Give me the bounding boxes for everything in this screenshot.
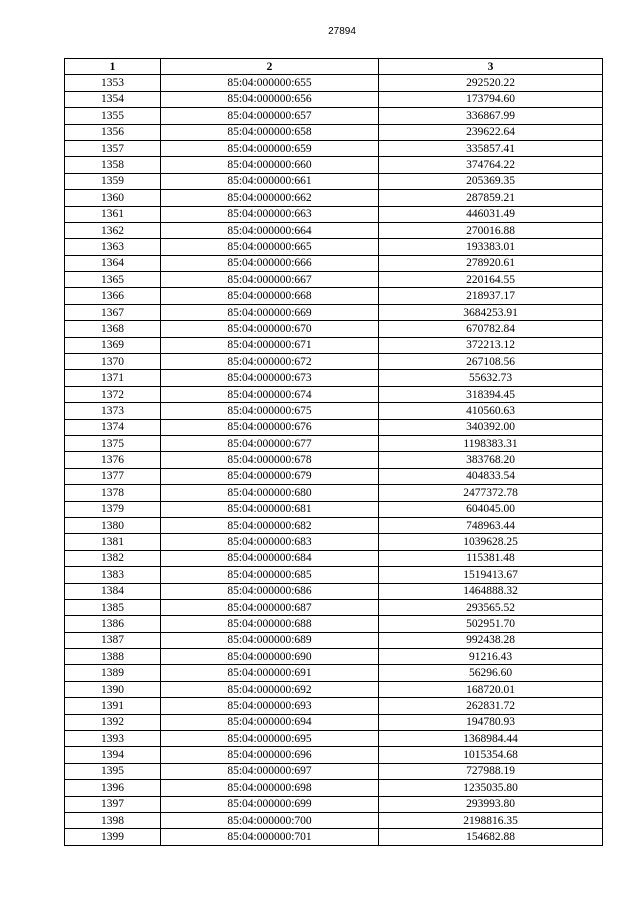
table-row — [65, 812, 603, 828]
value-cell: 446031.49 — [379, 206, 603, 222]
value-cell: 293993.80 — [379, 796, 603, 812]
value-cell: 1198383.31 — [379, 435, 603, 451]
row-number-cell: 1395 — [65, 763, 161, 779]
table-row — [65, 108, 603, 124]
table-row — [65, 517, 603, 533]
table-body — [65, 75, 603, 845]
row-number-cell: 1367 — [65, 304, 161, 320]
value-cell: 154682.88 — [379, 829, 603, 845]
table-row — [65, 599, 603, 615]
cadastral-number-cell: 85:04:000000:658 — [161, 124, 379, 140]
table-row — [65, 698, 603, 714]
row-number-cell: 1369 — [65, 337, 161, 353]
value-cell: 1368984.44 — [379, 731, 603, 747]
table-row — [65, 731, 603, 747]
table-row — [65, 304, 603, 320]
cadastral-number-cell: 85:04:000000:674 — [161, 386, 379, 402]
row-number-cell: 1353 — [65, 75, 161, 91]
table-row — [65, 255, 603, 271]
value-cell: 748963.44 — [379, 517, 603, 533]
row-number-cell: 1398 — [65, 812, 161, 828]
value-cell: 1015354.68 — [379, 747, 603, 763]
row-number-cell: 1389 — [65, 665, 161, 681]
table-row — [65, 157, 603, 173]
table-row — [65, 534, 603, 550]
row-number-cell: 1373 — [65, 403, 161, 419]
cadastral-number-cell: 85:04:000000:661 — [161, 173, 379, 189]
table-row — [65, 206, 603, 222]
cadastral-number-cell: 85:04:000000:687 — [161, 599, 379, 615]
cadastral-number-cell: 85:04:000000:693 — [161, 698, 379, 714]
cadastral-number-cell: 85:04:000000:679 — [161, 468, 379, 484]
table-row — [65, 632, 603, 648]
value-cell: 293565.52 — [379, 599, 603, 615]
row-number-cell: 1377 — [65, 468, 161, 484]
value-cell: 1519413.67 — [379, 567, 603, 583]
row-number-cell: 1361 — [65, 206, 161, 222]
table-row — [65, 403, 603, 419]
cadastral-number-cell: 85:04:000000:675 — [161, 403, 379, 419]
row-number-cell: 1384 — [65, 583, 161, 599]
row-number-cell: 1363 — [65, 239, 161, 255]
row-number-cell: 1381 — [65, 534, 161, 550]
table-row — [65, 649, 603, 665]
table-row — [65, 780, 603, 796]
table-row — [65, 140, 603, 156]
value-cell: 992438.28 — [379, 632, 603, 648]
table-row — [65, 567, 603, 583]
cadastral-number-cell: 85:04:000000:682 — [161, 517, 379, 533]
table-row — [65, 288, 603, 304]
cadastral-number-cell: 85:04:000000:683 — [161, 534, 379, 550]
row-number-cell: 1362 — [65, 222, 161, 238]
value-cell: 91216.43 — [379, 649, 603, 665]
cadastral-number-cell: 85:04:000000:656 — [161, 91, 379, 107]
cadastral-number-cell: 85:04:000000:689 — [161, 632, 379, 648]
cadastral-number-cell: 85:04:000000:663 — [161, 206, 379, 222]
table-row — [65, 714, 603, 730]
cadastral-number-cell: 85:04:000000:694 — [161, 714, 379, 730]
value-cell: 262831.72 — [379, 698, 603, 714]
table-row — [65, 222, 603, 238]
value-cell: 218937.17 — [379, 288, 603, 304]
row-number-cell: 1374 — [65, 419, 161, 435]
row-number-cell: 1366 — [65, 288, 161, 304]
value-cell: 2198816.35 — [379, 812, 603, 828]
cadastral-number-cell: 85:04:000000:673 — [161, 370, 379, 386]
value-cell: 404833.54 — [379, 468, 603, 484]
row-number-cell: 1379 — [65, 501, 161, 517]
row-number-cell: 1388 — [65, 649, 161, 665]
table-row — [65, 75, 603, 91]
table-row — [65, 435, 603, 451]
table-row — [65, 370, 603, 386]
row-number-cell: 1359 — [65, 173, 161, 189]
cadastral-number-cell: 85:04:000000:686 — [161, 583, 379, 599]
cadastral-number-cell: 85:04:000000:669 — [161, 304, 379, 320]
table-row — [65, 616, 603, 632]
table-row — [65, 583, 603, 599]
value-cell: 374764.22 — [379, 157, 603, 173]
cadastral-number-cell: 85:04:000000:670 — [161, 321, 379, 337]
value-cell: 287859.21 — [379, 190, 603, 206]
cadastral-number-cell: 85:04:000000:692 — [161, 681, 379, 697]
row-number-cell: 1356 — [65, 124, 161, 140]
value-cell: 1235035.80 — [379, 780, 603, 796]
value-cell: 604045.00 — [379, 501, 603, 517]
value-cell: 502951.70 — [379, 616, 603, 632]
table-row — [65, 452, 603, 468]
table-row — [65, 173, 603, 189]
column-header-1: 1 — [65, 59, 161, 75]
page-number: 27894 — [328, 26, 356, 37]
value-cell: 220164.55 — [379, 272, 603, 288]
table-row — [65, 239, 603, 255]
row-number-cell: 1383 — [65, 567, 161, 583]
value-cell: 205369.35 — [379, 173, 603, 189]
cadastral-number-cell: 85:04:000000:657 — [161, 108, 379, 124]
row-number-cell: 1386 — [65, 616, 161, 632]
table-row — [65, 321, 603, 337]
cadastral-number-cell: 85:04:000000:690 — [161, 649, 379, 665]
row-number-cell: 1385 — [65, 599, 161, 615]
table-row — [65, 337, 603, 353]
row-number-cell: 1378 — [65, 485, 161, 501]
value-cell: 3684253.91 — [379, 304, 603, 320]
row-number-cell: 1391 — [65, 698, 161, 714]
cadastral-number-cell: 85:04:000000:662 — [161, 190, 379, 206]
table-row — [65, 354, 603, 370]
value-cell: 727988.19 — [379, 763, 603, 779]
value-cell: 267108.56 — [379, 354, 603, 370]
column-header-2: 2 — [161, 59, 379, 75]
cadastral-number-cell: 85:04:000000:699 — [161, 796, 379, 812]
row-number-cell: 1390 — [65, 681, 161, 697]
cadastral-number-cell: 85:04:000000:680 — [161, 485, 379, 501]
row-number-cell: 1375 — [65, 435, 161, 451]
table-row — [65, 419, 603, 435]
row-number-cell: 1376 — [65, 452, 161, 468]
cadastral-number-cell: 85:04:000000:688 — [161, 616, 379, 632]
table-row — [65, 829, 603, 845]
cadastral-number-cell: 85:04:000000:691 — [161, 665, 379, 681]
value-cell: 410560.63 — [379, 403, 603, 419]
row-number-cell: 1397 — [65, 796, 161, 812]
value-cell: 194780.93 — [379, 714, 603, 730]
cadastral-number-cell: 85:04:000000:685 — [161, 567, 379, 583]
cadastral-number-cell: 85:04:000000:665 — [161, 239, 379, 255]
cadastral-number-cell: 85:04:000000:678 — [161, 452, 379, 468]
row-number-cell: 1370 — [65, 354, 161, 370]
cadastral-number-cell: 85:04:000000:668 — [161, 288, 379, 304]
cadastral-number-cell: 85:04:000000:677 — [161, 435, 379, 451]
row-number-cell: 1358 — [65, 157, 161, 173]
row-number-cell: 1371 — [65, 370, 161, 386]
value-cell: 336867.99 — [379, 108, 603, 124]
table-row — [65, 665, 603, 681]
value-cell: 56296.60 — [379, 665, 603, 681]
row-number-cell: 1399 — [65, 829, 161, 845]
table-row — [65, 468, 603, 484]
table-row — [65, 386, 603, 402]
cadastral-number-cell: 85:04:000000:681 — [161, 501, 379, 517]
table-row — [65, 91, 603, 107]
cadastral-table — [64, 58, 603, 846]
value-cell: 670782.84 — [379, 321, 603, 337]
value-cell: 292520.22 — [379, 75, 603, 91]
cadastral-number-cell: 85:04:000000:698 — [161, 780, 379, 796]
cadastral-number-cell: 85:04:000000:701 — [161, 829, 379, 845]
row-number-cell: 1380 — [65, 517, 161, 533]
row-number-cell: 1392 — [65, 714, 161, 730]
table-row — [65, 681, 603, 697]
row-number-cell: 1394 — [65, 747, 161, 763]
cadastral-number-cell: 85:04:000000:655 — [161, 75, 379, 91]
cadastral-number-cell: 85:04:000000:660 — [161, 157, 379, 173]
row-number-cell: 1354 — [65, 91, 161, 107]
value-cell: 239622.64 — [379, 124, 603, 140]
row-number-cell: 1365 — [65, 272, 161, 288]
value-cell: 278920.61 — [379, 255, 603, 271]
value-cell: 372213.12 — [379, 337, 603, 353]
row-number-cell: 1382 — [65, 550, 161, 566]
cadastral-number-cell: 85:04:000000:659 — [161, 140, 379, 156]
table-row — [65, 747, 603, 763]
cadastral-number-cell: 85:04:000000:664 — [161, 222, 379, 238]
value-cell: 383768.20 — [379, 452, 603, 468]
value-cell: 318394.45 — [379, 386, 603, 402]
row-number-cell: 1368 — [65, 321, 161, 337]
value-cell: 168720.01 — [379, 681, 603, 697]
value-cell: 1464888.32 — [379, 583, 603, 599]
cadastral-number-cell: 85:04:000000:700 — [161, 812, 379, 828]
row-number-cell: 1387 — [65, 632, 161, 648]
cadastral-number-cell: 85:04:000000:672 — [161, 354, 379, 370]
row-number-cell: 1355 — [65, 108, 161, 124]
cadastral-number-cell: 85:04:000000:695 — [161, 731, 379, 747]
table-row — [65, 272, 603, 288]
table-row — [65, 796, 603, 812]
cadastral-number-cell: 85:04:000000:684 — [161, 550, 379, 566]
row-number-cell: 1372 — [65, 386, 161, 402]
table-row — [65, 550, 603, 566]
cadastral-number-cell: 85:04:000000:666 — [161, 255, 379, 271]
header-row — [65, 59, 603, 75]
cadastral-number-cell: 85:04:000000:697 — [161, 763, 379, 779]
table-header — [65, 59, 603, 75]
value-cell: 55632.73 — [379, 370, 603, 386]
table-row — [65, 485, 603, 501]
table-row — [65, 501, 603, 517]
value-cell: 2477372.78 — [379, 485, 603, 501]
cadastral-number-cell: 85:04:000000:696 — [161, 747, 379, 763]
row-number-cell: 1396 — [65, 780, 161, 796]
row-number-cell: 1393 — [65, 731, 161, 747]
table-row — [65, 124, 603, 140]
column-header-3: 3 — [379, 59, 603, 75]
table-row — [65, 190, 603, 206]
value-cell: 340392.00 — [379, 419, 603, 435]
cadastral-number-cell: 85:04:000000:671 — [161, 337, 379, 353]
cadastral-number-cell: 85:04:000000:667 — [161, 272, 379, 288]
value-cell: 193383.01 — [379, 239, 603, 255]
row-number-cell: 1364 — [65, 255, 161, 271]
row-number-cell: 1357 — [65, 140, 161, 156]
table-row — [65, 763, 603, 779]
value-cell: 115381.48 — [379, 550, 603, 566]
value-cell: 270016.88 — [379, 222, 603, 238]
value-cell: 173794.60 — [379, 91, 603, 107]
row-number-cell: 1360 — [65, 190, 161, 206]
value-cell: 1039628.25 — [379, 534, 603, 550]
cadastral-number-cell: 85:04:000000:676 — [161, 419, 379, 435]
value-cell: 335857.41 — [379, 140, 603, 156]
